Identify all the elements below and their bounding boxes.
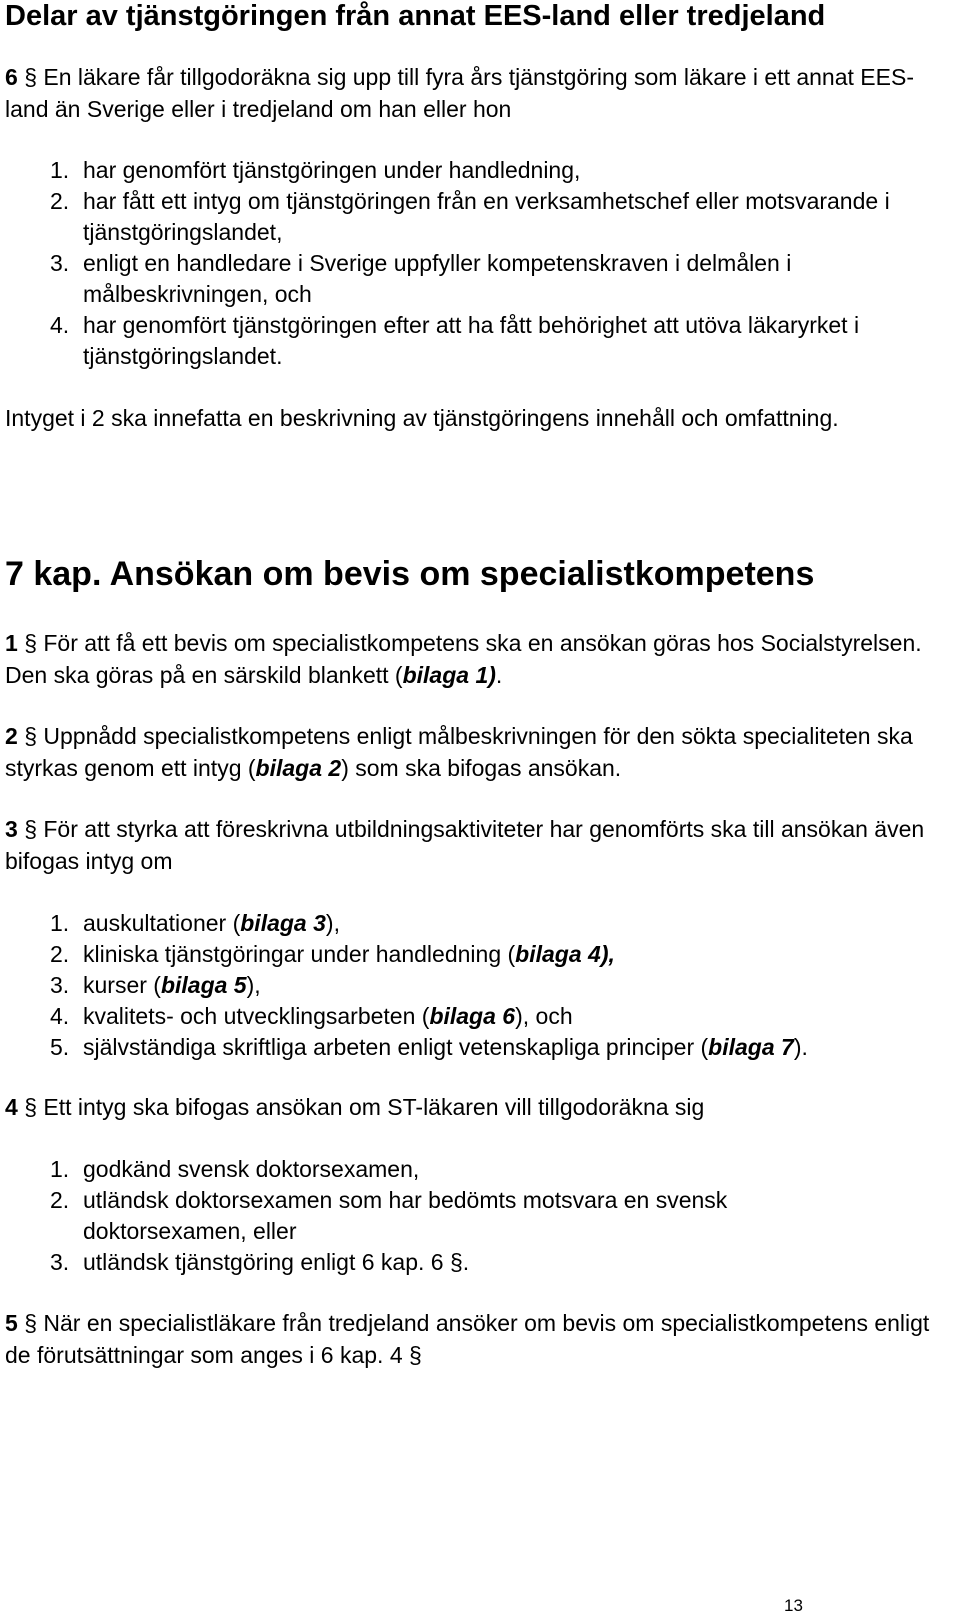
list-item: 3. enligt en handledare i Sverige uppfyller kompetenskraven i delmålen i målbeskrivningen, och [50,250,792,307]
certificates-list [50,908,950,1063]
section-sign: § [24,1310,37,1336]
section-sign: § [24,64,37,90]
section-sign: § [24,1094,37,1120]
paragraph-text: En läkare får tillgodoräkna sig upp till fyra års tjänstgöring som läkare i ett annat EES-land än Sverige eller i tredjeland om han eller hon [5,64,914,122]
paragraph-number: 5 [5,1310,18,1336]
list-item: 2. utländsk doktorsexamen som har bedömts motsvara en svensk doktorsexamen, eller [50,1187,728,1244]
list-item: 2. kliniska tjänstgöringar under handledning (bilaga 4), [50,941,615,967]
list-item: 4. har genomfört tjänstgöringen efter att ha fått behörighet att utöva läkaryrket i tjänstgöringslandet. [50,312,860,369]
paragraph-6 [5,62,950,125]
paragraph-number: 4 [5,1094,18,1120]
bilaga-reference[interactable]: bilaga 2 [255,754,342,781]
bilaga-reference[interactable]: bilaga 4), [515,941,615,967]
list-item: 5. självständiga skriftliga arbeten enligt vetenskapliga principer (bilaga 7). [50,1034,808,1060]
paragraph-5: 5 § När en specialistläkare från tredjeland ansöker om bevis om specialistkompetens enligt de förutsättningar som anges i 6 kap. 4 § [5,1310,930,1368]
page-number: 13 [784,1596,803,1615]
section-sign: § [24,723,37,749]
paragraph-2: 2 § Uppnådd specialistkompetens enligt målbeskrivningen för den sökta specialiteten ska styrkas genom ett intyg (bilaga 2) som ska bifogas ansökan. [5,723,913,781]
paragraph-3: 3 § För att styrka att föreskrivna utbildningsaktiviteter har genomförts ska till ansökan även bifogas intyg om [5,816,925,874]
list-item: 1. har genomfört tjänstgöringen under handledning, [50,157,581,183]
bilaga-reference[interactable]: bilaga 5 [160,972,247,998]
paragraph-number: 3 [5,816,18,842]
list-item: 3. utländsk tjänstgöring enligt 6 kap. 6 §. [50,1249,470,1275]
section-sign: § [24,816,37,842]
list-item: 3. kurser (bilaga 5), [50,972,261,998]
list-item: 1. godkänd svensk doktorsexamen, [50,1156,420,1182]
section-sign: § [24,630,37,656]
paragraph-number: 6 [5,64,18,90]
paragraph-number: 1 [5,630,18,656]
chapter-heading: 7 kap. Ansökan om bevis om specialistkompetens [5,555,815,593]
requirements-list [50,155,950,372]
list-item: 2. har fått ett intyg om tjänstgöringen från en verksamhetschef eller motsvarande i tjänstgöringslandet, [50,188,890,245]
list-item: 4. kvalitets- och utvecklingsarbeten (bilaga 6), och [50,1003,573,1029]
intyg-note: Intyget i 2 ska innefatta en beskrivning av tjänstgöringens innehåll och omfattning. [5,405,839,431]
bilaga-reference[interactable]: bilaga 6 [429,1003,516,1029]
bilaga-reference[interactable]: bilaga 3 [240,910,326,936]
section-heading: Delar av tjänstgöringen från annat EES-land eller tredjeland [5,0,826,32]
list-item: 1. auskultationer (bilaga 3), [50,910,340,936]
paragraph-number: 2 [5,723,18,749]
paragraph-1: 1 § För att få ett bevis om specialistkompetens ska en ansökan göras hos Socialstyrelsen. Den ska göras på en särskild blankett (bilaga 1). [5,630,922,688]
credit-list [50,1154,950,1278]
bilaga-reference[interactable]: bilaga 1) [402,661,496,688]
bilaga-reference[interactable]: bilaga 7 [708,1034,794,1060]
paragraph-4: 4 § Ett intyg ska bifogas ansökan om ST-läkaren vill tillgodoräkna sig [5,1094,705,1120]
